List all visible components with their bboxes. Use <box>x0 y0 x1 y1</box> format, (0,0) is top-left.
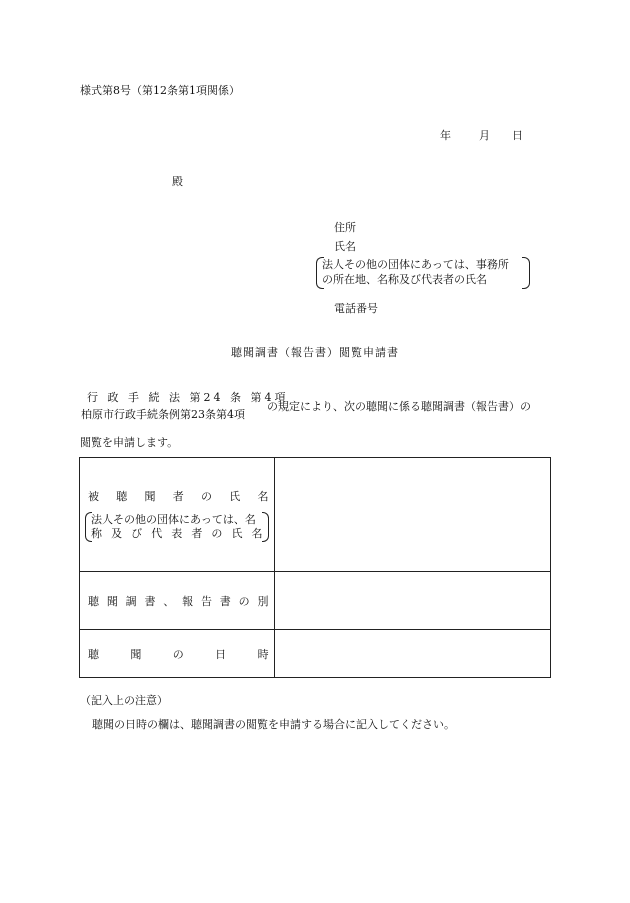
label-char: 書 <box>144 594 156 608</box>
notes-heading: （記入上の注意） <box>80 694 168 707</box>
organization-note-line2: の所在地、名称及び代表者の氏名 <box>322 273 487 286</box>
label-char: 調 <box>125 594 137 608</box>
note-char: 名 <box>251 526 263 540</box>
statement-end: 閲覧を申請します。 <box>80 436 179 449</box>
label-char: 、 <box>163 594 175 608</box>
label-char: 日 <box>215 647 227 661</box>
note-char: 代 <box>151 526 163 540</box>
label-char: 名 <box>257 489 269 503</box>
hearing-datetime-label-cell <box>80 630 275 678</box>
right-bracket <box>262 512 269 542</box>
hearing-subject-note-line2 <box>91 527 263 541</box>
label-char: 告 <box>200 594 212 608</box>
phone-label: 電話番号 <box>334 302 378 315</box>
date-month-label: 月 <box>479 129 490 142</box>
application-table <box>79 457 551 678</box>
label-char: 書 <box>219 594 231 608</box>
hearing-subject-label <box>80 488 274 504</box>
law-reference-2: 柏原市行政手続条例第23条第4項 <box>81 408 245 421</box>
hearing-subject-label-cell <box>80 458 275 572</box>
record-type-value-field[interactable] <box>274 572 550 630</box>
label-char: 氏 <box>229 489 241 503</box>
name-label: 氏名 <box>334 240 356 253</box>
table-row <box>80 630 551 678</box>
addressee-suffix: 殿 <box>172 175 183 188</box>
note-char: び <box>131 526 143 540</box>
label-char: 聴 <box>88 647 99 661</box>
label-char: 時 <box>257 647 269 661</box>
statement-text: の規定により、次の聴聞に係る聴聞調書（報告書）の <box>267 400 531 413</box>
label-char: 報 <box>182 594 194 608</box>
note-char: 表 <box>171 526 183 540</box>
note-char: 及 <box>111 526 123 540</box>
date-year-label: 年 <box>440 129 451 142</box>
label-char: 聴 <box>88 594 99 608</box>
note-char: の <box>211 526 223 540</box>
label-char: 被 <box>88 489 99 503</box>
organization-note-line1: 法人その他の団体にあっては、事務所 <box>322 258 509 271</box>
label-char: 聴 <box>116 489 128 503</box>
label-char: 別 <box>257 594 269 608</box>
note-char: 氏 <box>231 526 243 540</box>
record-type-label-cell <box>80 572 275 630</box>
label-char: の <box>238 594 250 608</box>
date-day-label: 日 <box>512 129 523 142</box>
label-char: 聞 <box>106 594 118 608</box>
hearing-datetime-label <box>80 646 274 662</box>
label-char: の <box>172 647 184 661</box>
hearing-subject-value-field[interactable] <box>274 458 550 572</box>
right-bracket <box>522 257 530 289</box>
hearing-subject-note-line1: 法人その他の団体にあっては、名 <box>91 512 256 526</box>
label-char: 聞 <box>144 489 156 503</box>
table-row <box>80 572 551 630</box>
document-title: 聴聞調書（報告書）閲覧申請書 <box>231 346 399 359</box>
notes-body: 聴聞の日時の欄は、聴聞調書の閲覧を申請する場合に記入してください。 <box>92 718 455 731</box>
label-char: 者 <box>172 489 184 503</box>
address-label: 住所 <box>334 221 356 234</box>
hearing-datetime-value-field[interactable] <box>274 630 550 678</box>
note-char: 称 <box>91 526 102 540</box>
table-row <box>80 458 551 572</box>
record-type-label <box>80 593 274 609</box>
note-char: 者 <box>191 526 203 540</box>
organization-note <box>316 257 530 289</box>
form-number: 様式第8号（第12条第1項関係） <box>80 84 240 97</box>
label-char: の <box>201 489 212 503</box>
hearing-subject-note <box>85 512 269 542</box>
law-reference-1: 行 政 手 続 法 第24 条 第4項 <box>87 391 289 404</box>
label-char: 聞 <box>130 647 142 661</box>
